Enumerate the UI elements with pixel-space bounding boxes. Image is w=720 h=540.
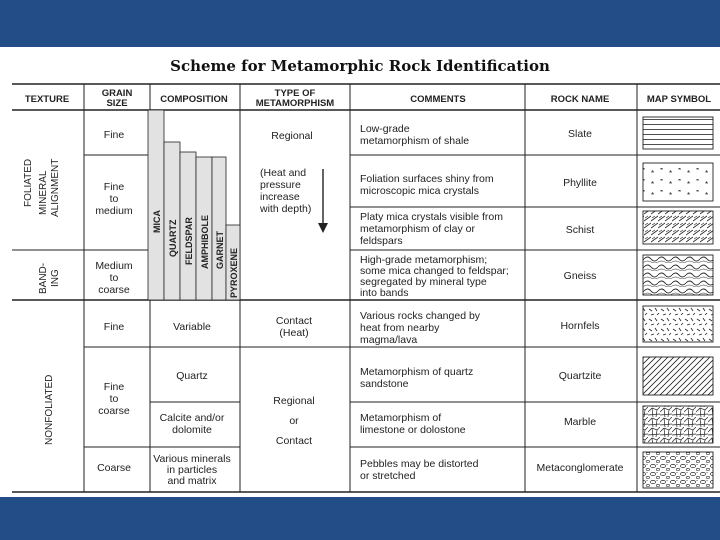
header-rock-name: ROCK NAME (550, 94, 610, 105)
nonfoliated-composition (153, 321, 230, 487)
phyllite-symbol-icon (643, 163, 713, 201)
rock-names-nonfoliated (537, 320, 624, 474)
grain-fine-to-medium-3: medium (95, 205, 133, 217)
grain-nf-fine-to-coarse-3: coarse (98, 405, 130, 417)
mica-bar (148, 110, 164, 300)
comment-gneiss-1: High-grade metamorphism; (360, 254, 488, 266)
rock-hornfels: Hornfels (560, 320, 600, 332)
texture-mineral-line2: ALIGNMENT (50, 158, 61, 217)
grain-nf-coarse: Coarse (97, 462, 131, 474)
rock-phyllite: Phyllite (563, 177, 597, 189)
grain-medium-to-coarse-3: coarse (98, 284, 130, 296)
grain-nf-fine-to-coarse-1: Fine (103, 381, 125, 393)
comment-metaconglomerate-2: or stretched (360, 470, 416, 482)
gneiss-symbol-icon (643, 255, 713, 295)
comment-schist-1: Platy mica crystals visible from (360, 211, 503, 223)
mineral-feldspar: FELDSPAR (184, 217, 194, 265)
comment-slate-1: Low-grade (360, 123, 410, 135)
metaconglomerate-symbol-icon (643, 452, 713, 488)
hornfels-symbol-icon (643, 306, 713, 342)
mineral-garnet: GARNET (215, 231, 225, 269)
comments-nonfoliated (360, 310, 481, 482)
garnet-bar (212, 157, 226, 300)
grain-medium-to-coarse-1: Medium (95, 260, 133, 272)
comment-schist-3: feldspars (360, 235, 403, 247)
map-symbols (643, 117, 713, 488)
grain-fine: Fine (103, 129, 125, 141)
comment-phyllite-2: microscopic mica crystals (360, 185, 480, 197)
top-band (0, 0, 720, 47)
metamorphism-regional: Regional (271, 130, 313, 142)
mineral-bars (148, 110, 240, 300)
meta-or: or (289, 415, 299, 427)
schist-symbol-icon (643, 211, 713, 244)
comment-marble-1: Metamorphism of (360, 412, 442, 424)
grain-nf-fine: Fine (103, 321, 125, 333)
texture-banding-line1: BAND- (38, 262, 49, 294)
slate-symbol-icon (643, 117, 713, 149)
comp-various-3: and matrix (167, 475, 217, 487)
nonfoliated-grain-sizes (97, 321, 131, 474)
comments-foliated (360, 123, 509, 299)
foliated-metamorphism (259, 130, 328, 233)
header-composition: COMPOSITION (160, 94, 228, 105)
comment-slate-2: metamorphism of shale (360, 135, 470, 147)
meta-regional: Regional (273, 395, 315, 407)
texture-foliated: FOLIATED (23, 158, 34, 207)
header-map-symbol: MAP SYMBOL (646, 94, 712, 105)
depth-arrow-head-icon (318, 223, 328, 233)
comp-various-1: Various minerals (153, 453, 231, 465)
meta-contact: Contact (275, 315, 313, 327)
comment-phyllite-1: Foliation surfaces shiny from (360, 173, 494, 185)
comment-gneiss-3: segregated by mineral type (360, 276, 487, 288)
comment-schist-2: metamorphism of clay or (360, 223, 475, 235)
rock-names-foliated (563, 128, 597, 282)
metamorphism-note-1: (Heat and (260, 167, 307, 179)
chart-sheet (0, 47, 720, 497)
comp-calcite-1: Calcite and/or (159, 412, 225, 424)
header-comments: COMMENTS (410, 94, 466, 105)
comment-hornfels-1: Various rocks changed by (360, 310, 481, 322)
rock-quartzite: Quartzite (558, 370, 602, 382)
mineral-mica: MICA (152, 210, 162, 233)
meta-contact-2: Contact (275, 435, 313, 447)
grain-fine-to-medium-2: to (109, 193, 119, 205)
comp-quartz: Quartz (176, 370, 208, 382)
identification-table (0, 47, 720, 497)
meta-heat: (Heat) (279, 327, 309, 339)
rock-metaconglomerate: Metaconglomerate (536, 462, 624, 474)
rock-schist: Schist (565, 224, 595, 236)
header-metamorphism-line1: TYPE OF (274, 88, 316, 99)
foliated-grain-sizes (95, 129, 133, 296)
grain-fine-to-medium-1: Fine (103, 181, 125, 193)
texture-labels (23, 159, 61, 445)
rock-slate: Slate (568, 128, 592, 140)
comment-marble-2: limestone or dolostone (360, 424, 466, 436)
mineral-quartz: QUARTZ (168, 219, 178, 257)
comment-hornfels-2: heat from nearby (360, 322, 440, 334)
comp-calcite-2: dolomite (172, 424, 212, 436)
header-texture: TEXTURE (24, 94, 70, 105)
comment-hornfels-3: magma/lava (360, 334, 418, 346)
comp-variable: Variable (173, 321, 211, 333)
comment-quartzite-1: Metamorphism of quartz (360, 366, 474, 378)
page-title: Scheme for Metamorphic Rock Identification (170, 57, 550, 75)
mineral-pyroxene: PYROXENE (229, 247, 239, 298)
metamorphism-note-3: increase (260, 191, 300, 203)
rock-gneiss: Gneiss (563, 270, 597, 282)
marble-symbol-icon (643, 406, 713, 443)
grain-nf-fine-to-coarse-2: to (109, 393, 119, 405)
quartzite-symbol-icon (643, 357, 713, 395)
comment-gneiss-2: some mica changed to feldspar; (360, 265, 509, 277)
comment-quartzite-2: sandstone (360, 378, 409, 390)
header-metamorphism-line2: METAMORPHISM (255, 98, 335, 109)
comp-various-2: in particles (166, 464, 218, 476)
comment-metaconglomerate-1: Pebbles may be distorted (360, 458, 479, 470)
texture-banding-line2: ING (50, 269, 61, 287)
rock-marble: Marble (563, 416, 597, 428)
mineral-amphibole: AMPHIBOLE (200, 215, 210, 269)
nonfoliated-metamorphism (273, 315, 314, 447)
header-row (25, 88, 711, 109)
grain-medium-to-coarse-2: to (109, 272, 119, 284)
texture-mineral-line1: MINERAL (38, 170, 49, 215)
bottom-band (0, 497, 720, 540)
header-grain-line2: SIZE (106, 98, 128, 109)
texture-nonfoliated: NONFOLIATED (44, 374, 55, 445)
comment-gneiss-4: into bands (360, 287, 409, 299)
header-grain-line1: GRAIN (101, 88, 133, 99)
metamorphism-note-2: pressure (260, 179, 301, 191)
metamorphism-note-4: with depth) (260, 203, 312, 215)
